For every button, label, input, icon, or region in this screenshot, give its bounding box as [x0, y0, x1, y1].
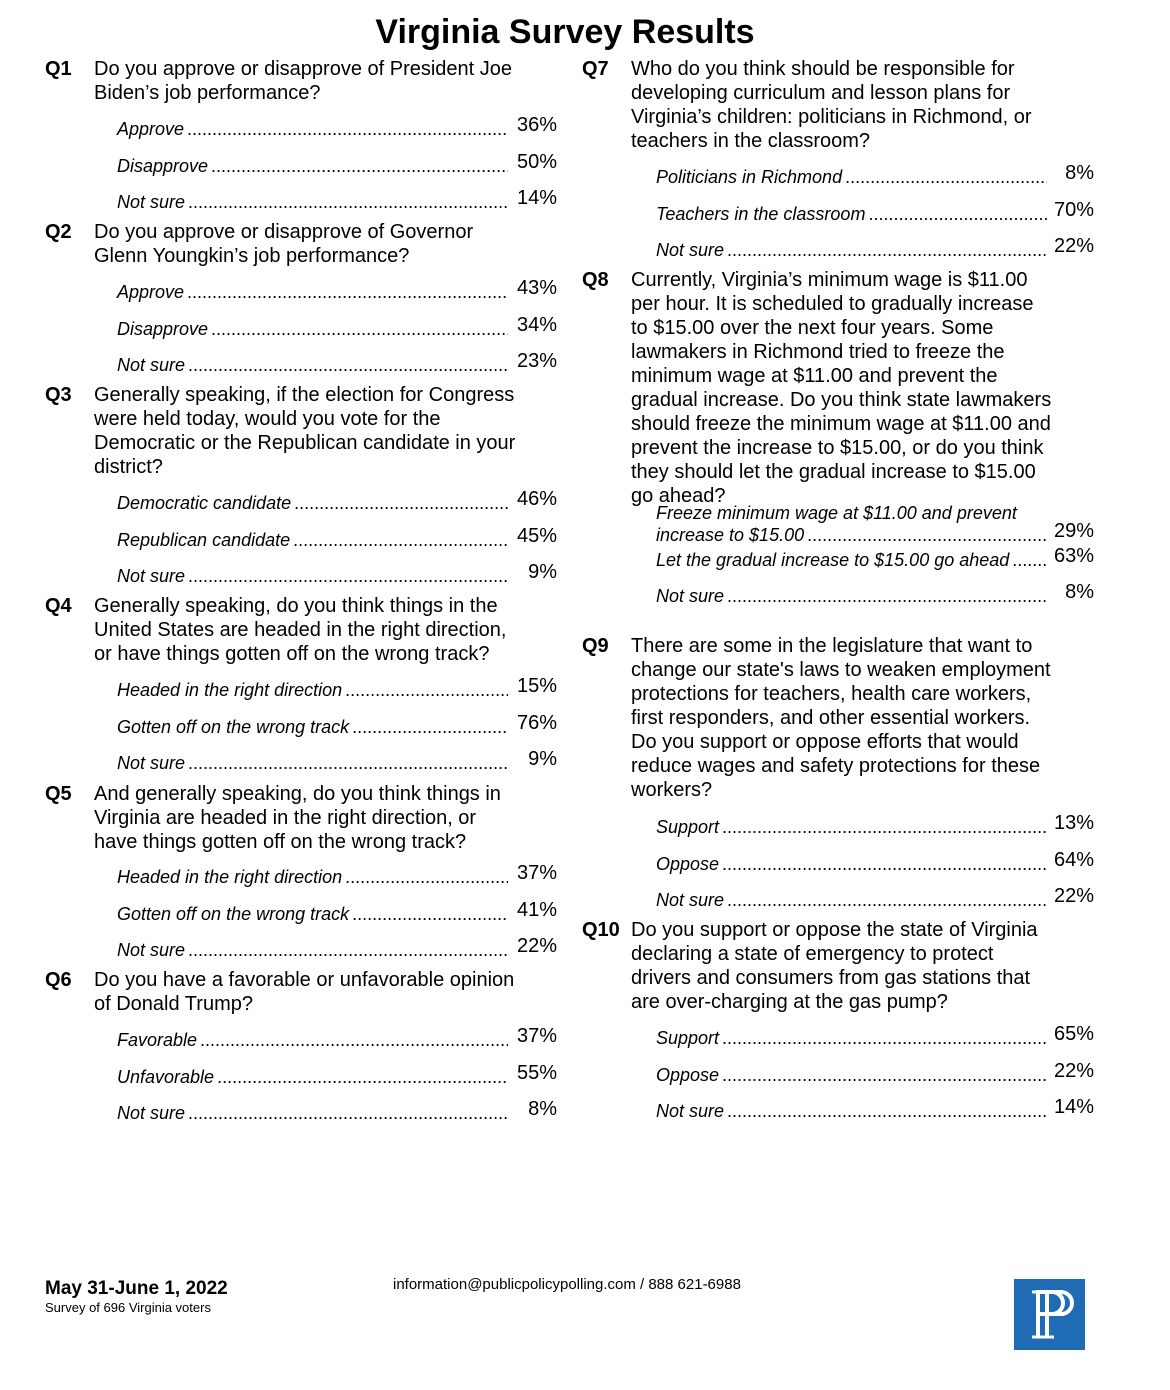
question-number: Q4 [45, 595, 72, 617]
answer-label: Approve [117, 119, 185, 139]
answer-row [117, 529, 511, 551]
question-text-line: developing curriculum and lesson plans for [631, 82, 1011, 104]
page-title: Virginia Survey Results [375, 13, 755, 51]
answer-percentage: 22% [1053, 235, 1094, 257]
answer-percentage: 43% [516, 277, 557, 299]
answer-label: Freeze minimum wage at $11.00 and prevent [656, 503, 1017, 523]
leader-dots [217, 1066, 508, 1088]
answer-row [117, 752, 511, 774]
answer-percentage: 36% [516, 114, 557, 136]
question-text-line: first responders, and other essential workers. [631, 707, 1031, 729]
leader-dots [722, 816, 1047, 838]
answer-row [656, 549, 1050, 571]
question-text-line: lawmakers in Richmond tried to freeze the [631, 341, 1005, 363]
leader-dots [722, 1064, 1047, 1086]
answer-label: Republican candidate [117, 529, 291, 550]
question-text-line: change our state's laws to weaken employment [631, 659, 1051, 681]
leader-dots [722, 1027, 1047, 1049]
answer-row [117, 281, 511, 303]
answer-percentage: 8% [528, 1098, 557, 1120]
question-text [94, 383, 515, 479]
leader-dots [294, 492, 508, 514]
question-text-line: Who do you think should be responsible for [631, 58, 1015, 80]
question-text-line: were held today, would you vote for the [94, 408, 441, 430]
answer-label: Headed in the right direction [117, 867, 343, 887]
leader-dots [200, 1029, 508, 1051]
answer-row [656, 585, 1050, 607]
answer-label: Gotten off on the wrong track [117, 903, 350, 924]
answer-label: Not sure [656, 1101, 725, 1121]
answer-percentage: 29% [1053, 520, 1094, 542]
leader-dots [293, 529, 508, 551]
answer-label: increase to $15.00 [656, 525, 805, 545]
answer-label: Unfavorable [117, 1066, 215, 1087]
answer-row [656, 853, 1050, 875]
answer-percentage: 37% [516, 862, 557, 884]
question-text-line: they should let the gradual increase to $15.00 [631, 461, 1036, 483]
question-text-line: Glenn Youngkin’s job performance? [94, 245, 410, 267]
answer-percentage: 76% [516, 711, 557, 734]
answer-percentage: 50% [516, 150, 557, 173]
question-text [631, 57, 1032, 153]
question-text-line: minimum wage at $11.00 and prevent the [631, 365, 998, 387]
leader-dots [188, 752, 508, 774]
answer-row [117, 866, 511, 888]
answer-percentage: 45% [516, 524, 557, 547]
question-text-line: Generally speaking, do you think things in the [94, 595, 498, 617]
answer-label: Oppose [656, 1064, 720, 1085]
answer-row [117, 903, 511, 925]
question-text [631, 918, 1038, 1014]
answer-percentage: 9% [528, 748, 557, 770]
question-text-line: protections for teachers, health care workers, [631, 683, 1032, 705]
leader-dots [188, 191, 508, 213]
question-text-line: per hour. It is scheduled to gradually increase [631, 293, 1034, 315]
question-text-line: Democratic or the Republican candidate in your [94, 432, 516, 454]
leader-dots [211, 155, 508, 177]
question-text-line: Generally speaking, if the election for Congress [94, 384, 515, 406]
answer-percentage: 22% [1053, 885, 1094, 907]
answer-label-line [656, 502, 1017, 524]
question-text-line: There are some in the legislature that want to [631, 635, 1033, 657]
answer-row [656, 1064, 1050, 1086]
question-text [94, 220, 473, 268]
answer-percentage: 8% [1065, 162, 1094, 184]
leader-dots [188, 939, 508, 961]
question-text [94, 968, 514, 1016]
answer-label: Not sure [117, 355, 186, 375]
leader-dots [868, 203, 1047, 225]
answer-percentage: 14% [1053, 1096, 1094, 1118]
answer-row [117, 716, 511, 738]
question-number: Q9 [582, 635, 609, 657]
answer-label: Support [656, 1028, 720, 1048]
answer-row [117, 1102, 511, 1124]
question-text-line: Do you approve or disapprove of President Joe [94, 58, 513, 80]
leader-dots [1012, 549, 1047, 571]
answer-percentage: 34% [516, 313, 557, 336]
question-text-line: drivers and consumers from gas stations that [631, 967, 1031, 989]
answer-label: Disapprove [117, 155, 209, 176]
answer-percentage: 23% [516, 350, 557, 372]
question-text-line: declaring a state of emergency to protect [631, 943, 994, 965]
question-text-line: Virginia’s children: politicians in Richmond, or [631, 106, 1032, 128]
answer-label: Politicians in Richmond [656, 167, 843, 187]
question-number: Q5 [45, 783, 72, 805]
leader-dots [845, 166, 1047, 188]
answer-label: Not sure [117, 192, 186, 212]
question-text [631, 268, 1051, 508]
question-text-line: go ahead? [631, 485, 726, 507]
answer-row [117, 939, 511, 961]
leader-dots [211, 318, 508, 340]
question-text-line: Currently, Virginia’s minimum wage is $11.00 [631, 269, 1028, 291]
answer-row [656, 1100, 1050, 1122]
leader-dots [188, 354, 508, 376]
answer-percentage: 65% [1053, 1023, 1094, 1045]
question-number: Q3 [45, 384, 72, 406]
leader-dots [188, 1102, 508, 1124]
question-text [631, 634, 1051, 802]
answer-percentage: 22% [516, 935, 557, 957]
leader-dots [722, 853, 1047, 875]
answer-percentage: 9% [528, 561, 557, 583]
question-text-line: United States are headed in the right direction, [94, 619, 507, 641]
answer-percentage: 46% [516, 488, 557, 510]
survey-date: May 31-June 1, 2022 [45, 1278, 228, 1299]
answer-label: Approve [117, 282, 185, 302]
question-number: Q6 [45, 969, 72, 991]
leader-dots [727, 585, 1047, 607]
answer-label: Teachers in the classroom [656, 203, 866, 224]
question-text-line: Do you have a favorable or unfavorable opinion [94, 969, 515, 991]
question-number: Q10 [582, 919, 620, 941]
answer-label: Not sure [117, 753, 186, 773]
leader-dots [187, 118, 508, 140]
answer-percentage: 55% [516, 1061, 557, 1084]
answer-label: Let the gradual increase to $15.00 go ahead [656, 549, 1010, 570]
answer-percentage: 8% [1065, 581, 1094, 603]
question-text-line: prevent the increase to $15.00, or do you think [631, 437, 1044, 459]
question-text-line: reduce wages and safety protections for these [631, 755, 1041, 777]
answer-label: Favorable [117, 1030, 198, 1050]
answer-percentage: 14% [516, 187, 557, 209]
answer-label: Not sure [117, 1103, 186, 1123]
leader-dots [807, 524, 1047, 546]
answer-row [656, 816, 1050, 838]
contact-info: information@publicpolicypolling.com / 888 621-6988 [393, 1276, 741, 1293]
leader-dots [727, 889, 1047, 911]
question-text [94, 594, 506, 666]
question-number: Q8 [582, 269, 609, 291]
question-text-line: Do you support or oppose the state of Virginia [631, 919, 1038, 941]
answer-row [117, 318, 511, 340]
question-text-line: have things gotten off on the wrong track? [94, 831, 467, 853]
question-text-line: And generally speaking, do you think things in [94, 783, 501, 805]
question-text-line: teachers in the classroom? [631, 130, 871, 152]
answer-percentage: 15% [516, 675, 557, 697]
ppp-logo-icon [1014, 1279, 1085, 1350]
answer-percentage: 22% [1053, 1059, 1094, 1082]
answer-label: Support [656, 817, 720, 837]
answer-percentage: 37% [516, 1025, 557, 1047]
answer-label: Not sure [656, 586, 725, 606]
answer-label: Not sure [117, 940, 186, 960]
answer-label: Disapprove [117, 318, 209, 339]
answer-label: Not sure [656, 240, 725, 260]
answer-percentage: 63% [1053, 544, 1094, 567]
answer-row [117, 565, 511, 587]
question-text [94, 782, 501, 854]
answer-row [117, 1029, 511, 1051]
question-text-line: are over-charging at the gas pump? [631, 991, 948, 1013]
leader-dots [345, 866, 508, 888]
answer-row [656, 889, 1050, 911]
question-text-line: Do you approve or disapprove of Governor [94, 221, 474, 243]
question-text-line: should freeze the minimum wage at $11.00 and [631, 413, 1051, 435]
question-text-line: Do you support or oppose efforts that would [631, 731, 1019, 753]
leader-dots [345, 679, 508, 701]
question-text-line: to $15.00 over the next four years. Some [631, 317, 994, 339]
answer-percentage: 41% [516, 898, 557, 921]
question-text-line: or have things gotten off on the wrong track? [94, 643, 490, 665]
answer-label: Headed in the right direction [117, 680, 343, 700]
answer-row [117, 492, 511, 514]
answer-percentage: 64% [1053, 848, 1094, 871]
answer-row [656, 203, 1050, 225]
answer-row [656, 239, 1050, 261]
answer-label: Oppose [656, 853, 720, 874]
answer-label: Not sure [117, 566, 186, 586]
question-number: Q7 [582, 58, 609, 80]
leader-dots [187, 281, 508, 303]
leader-dots [188, 565, 508, 587]
answer-row [117, 155, 511, 177]
question-text [94, 57, 512, 105]
answer-row [117, 1066, 511, 1088]
answer-row [117, 679, 511, 701]
question-text-line: of Donald Trump? [94, 993, 253, 1015]
survey-sample: Survey of 696 Virginia voters [45, 1300, 211, 1315]
answer-percentage: 13% [1053, 812, 1094, 834]
question-text-line: workers? [631, 779, 713, 801]
answer-row [656, 524, 1050, 546]
answer-label: Not sure [656, 890, 725, 910]
leader-dots [727, 1100, 1047, 1122]
question-text-line: district? [94, 456, 163, 478]
answer-row [656, 1027, 1050, 1049]
answer-row [117, 191, 511, 213]
answer-label: Democratic candidate [117, 493, 292, 513]
leader-dots [727, 239, 1047, 261]
question-text-line: gradual increase. Do you think state lawmakers [631, 389, 1052, 411]
answer-row [117, 354, 511, 376]
question-text-line: Biden’s job performance? [94, 82, 321, 104]
answer-label: Gotten off on the wrong track [117, 716, 350, 737]
question-number: Q2 [45, 221, 72, 243]
answer-row [117, 118, 511, 140]
question-text-line: Virginia are headed in the right direction, or [94, 807, 477, 829]
question-number: Q1 [45, 58, 72, 80]
answer-percentage: 70% [1053, 198, 1094, 221]
leader-dots [352, 903, 508, 925]
answer-row [656, 166, 1050, 188]
leader-dots [352, 716, 508, 738]
